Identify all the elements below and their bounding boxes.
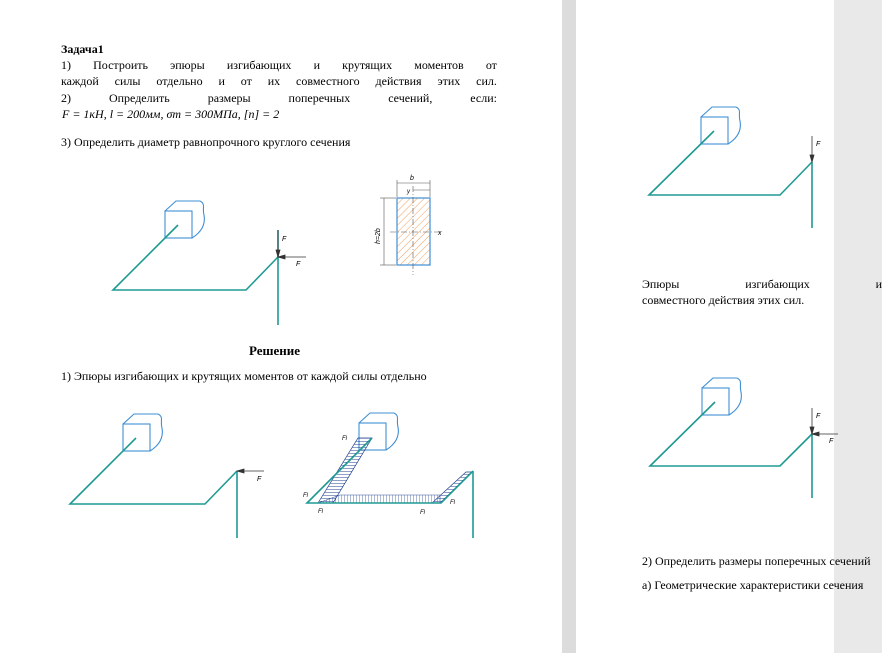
word: Построить (93, 58, 148, 72)
force-label: F (282, 236, 287, 243)
arrowhead (810, 155, 814, 162)
word: сечений, (388, 91, 433, 105)
word: их (267, 74, 281, 88)
task-line-2 (61, 74, 497, 88)
page2-item-2a: а) Геометрические характеристики сечения (642, 578, 864, 592)
page2-text-line-2: совместного действия этих сил. (642, 293, 805, 307)
word: Определить (108, 91, 170, 105)
task-line-1 (61, 58, 497, 72)
force-label: F (829, 438, 834, 445)
word: 1) (61, 58, 71, 72)
arrowhead (237, 469, 244, 473)
moment-label: Fl (318, 509, 323, 515)
word: поперечных (288, 91, 351, 105)
word: совместного (296, 74, 360, 88)
word: если: (470, 91, 497, 105)
moment-label: Fl (303, 493, 308, 499)
dim-label-h: h=2b (375, 228, 382, 244)
solution-item-1: 1) Эпюры изгибающих и крутящих моментов от каждой силы отдельно (61, 369, 427, 383)
page-gap (562, 0, 576, 653)
word: эпюры (170, 58, 205, 72)
word: и (313, 58, 320, 72)
word: крутящих (342, 58, 393, 72)
support-cube-side (192, 201, 204, 238)
word: силы (114, 74, 141, 88)
document-page-2 (576, 0, 882, 653)
section-rectangle (397, 198, 430, 265)
frame-bars (113, 225, 278, 290)
support-cube-side (728, 107, 740, 144)
word: от (485, 58, 497, 72)
word: действия (375, 74, 422, 88)
word: и (875, 277, 882, 291)
support-cube-top (701, 107, 736, 117)
force-label: F (257, 476, 262, 483)
arrowhead (812, 432, 819, 436)
word: Эпюры (642, 277, 680, 291)
axis-label-x: x (438, 230, 442, 237)
task-item-3: 3) Определить диаметр равнопрочного круглого сечения (61, 135, 351, 149)
support-cube-side (386, 413, 398, 450)
solution-heading: Решение (249, 343, 301, 358)
frame-bars (649, 131, 812, 195)
task-line-3 (61, 91, 497, 105)
force-label: F (816, 141, 821, 148)
support-cube-top (165, 201, 200, 211)
word: от (240, 74, 252, 88)
page2-item-2: 2) Определить размеры поперечных сечений (642, 554, 871, 568)
word: 2) (61, 91, 71, 105)
dim-label-y: y (407, 189, 410, 195)
force-label: F (296, 261, 301, 268)
word: моментов (414, 58, 464, 72)
dim-label-b: b (410, 175, 414, 182)
word: размеры (207, 91, 251, 105)
word: сил. (476, 74, 497, 88)
frame-bars (650, 402, 812, 466)
moment-label: Fl (450, 500, 455, 506)
support-cube-side (729, 378, 741, 415)
support-cube-top (359, 413, 394, 423)
word: каждой (61, 74, 99, 88)
task-formula: F = 1кН, l = 200мм, σт = 300МПа, [n] = 2 (62, 107, 280, 121)
word: этих (437, 74, 461, 88)
moment-area-3 (432, 472, 472, 503)
support-cube-top (702, 378, 737, 388)
page2-text-line-1 (642, 277, 882, 291)
force-label: F (816, 413, 821, 420)
moment-area-1 (318, 438, 372, 503)
task-title: Задача1 (61, 42, 104, 56)
arrowhead (278, 255, 285, 259)
word: изгибающих (226, 58, 292, 72)
word: и (218, 74, 225, 88)
word: отдельно (156, 74, 203, 88)
support-cube-top (123, 414, 158, 424)
word: изгибающих (745, 277, 810, 291)
moment-label: Fl (342, 436, 347, 442)
support-cube-side (150, 414, 162, 451)
arrowhead (810, 427, 814, 434)
moment-label: Fl (420, 510, 425, 516)
arrowhead (276, 250, 280, 257)
moment-area-2 (318, 495, 440, 503)
